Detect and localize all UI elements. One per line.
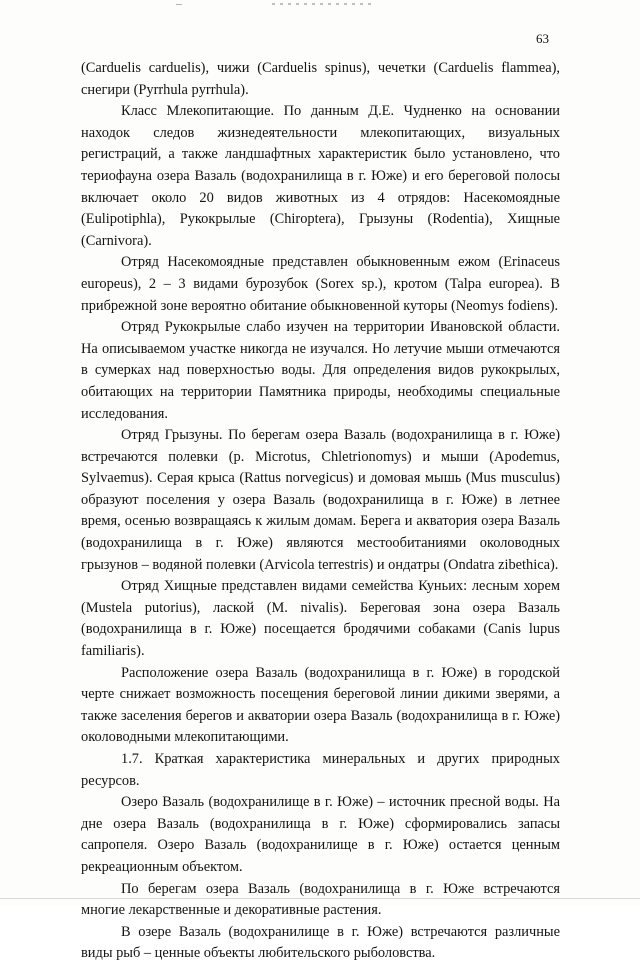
paragraph-bats: Отряд Рукокрылые слабо изучен на территории Ивановской области. На описываемом участке никогда не изучался. Но летучие мыши отмечаются в сумерках над поверхностью воды. Для определения видов рукокрылых, обитающих на территории Памятника природы, необходимы специальные исследования.	[81, 319, 560, 422]
paragraph-mammals-class: Класс Млекопитающие. По данным Д.Е. Чудненко на основании находок следов жизнедеятельности млекопитающих, визуальных регистраций, а также ландшафтных характеристик было установлено, что териофауна озера Вазаль (водохранилища в г. Юже) и его береговой полосы включает около 20 видов животных из 4 отрядов: Насекомоядные (Eulipotiphla), Рукокрылые (Chiroptera), Грызуны (Rodentia), Хищные (Carnivora).	[81, 103, 560, 249]
paragraph-plants: По берегам озера Вазаль (водохранилища в г. Юже встречаются многие лекарственные и декоративные растения.	[81, 880, 560, 919]
scan-artifact-dashes	[272, 3, 372, 5]
page-number: 63	[536, 31, 549, 46]
paragraph-urban-location: Расположение озера Вазаль (водохранилища в г. Юже) в городской черте снижает возможность посещения береговой линии дикими зверями, а также заселения берегов и акватории озера Вазаль (водохранилища в г. Юже) околоводными млекопитающими.	[81, 664, 560, 746]
paragraph-birds-continued: (Carduelis carduelis), чижи (Carduelis spinus), чечетки (Carduelis flammea), снегири (Pyrrhula pyrrhula).	[81, 60, 560, 98]
paragraph-fresh-water: Озеро Вазаль (водохранилище в г. Юже) – источник пресной воды. На дне озера Вазаль (водохранилища в г. Юже) сформировались запасы сапропеля. Озеро Вазаль (водохранилище в г. Юже) остается ценным рекреационным объектом.	[81, 794, 560, 875]
paragraph-fish: В озере Вазаль (водохранилище в г. Юже) встречаются различные виды рыб – ценные объекты любительского рыболовства.	[81, 923, 560, 962]
paragraph-carnivores: Отряд Хищные представлен видами семейства Куньих: лесным хорем (Mustela putorius), лаской (M. nivalis). Береговая зона озера Вазаль (водохранилища в г. Юже) посещается бродячими собаками (Canis lupus familiaris).	[81, 578, 560, 660]
scan-artifact-mark	[176, 4, 182, 5]
section-heading-resources: 1.7. Краткая характеристика минеральных и других природных ресурсов.	[81, 751, 560, 789]
paragraph-insectivores: Отряд Насекомоядные представлен обыкновенным ежом (Erinaceus europeus), 2 – 3 видами бурозубок (Sorex sp.), кротом (Talpa europea). В прибрежной зоне вероятно обитание обыкновенной куторы (Neomys fodiens).	[81, 254, 560, 314]
body-text	[81, 58, 560, 965]
scan-bottom-edge	[0, 898, 640, 899]
paragraph-rodents: Отряд Грызуны. По берегам озера Вазаль (водохранилища в г. Юже) встречаются полевки (р. Microtus, Chletrionomys) и мыши (Apodemus, Sylvaemus). Серая крыса (Rattus norvegicus) и домовая мышь (Mus musculus) образуют поселения у озера Вазаль (водохранилища в г. Юже) в летнее время, осенью возвращаясь к жилым домам. Берега и акватория озера Вазаль (водохранилища в г. Юже) являются местообитаниями околоводных грызунов – водяной полевки (Arvicola terrestris) и ондатры (Ondatra zibethica).	[81, 427, 560, 573]
